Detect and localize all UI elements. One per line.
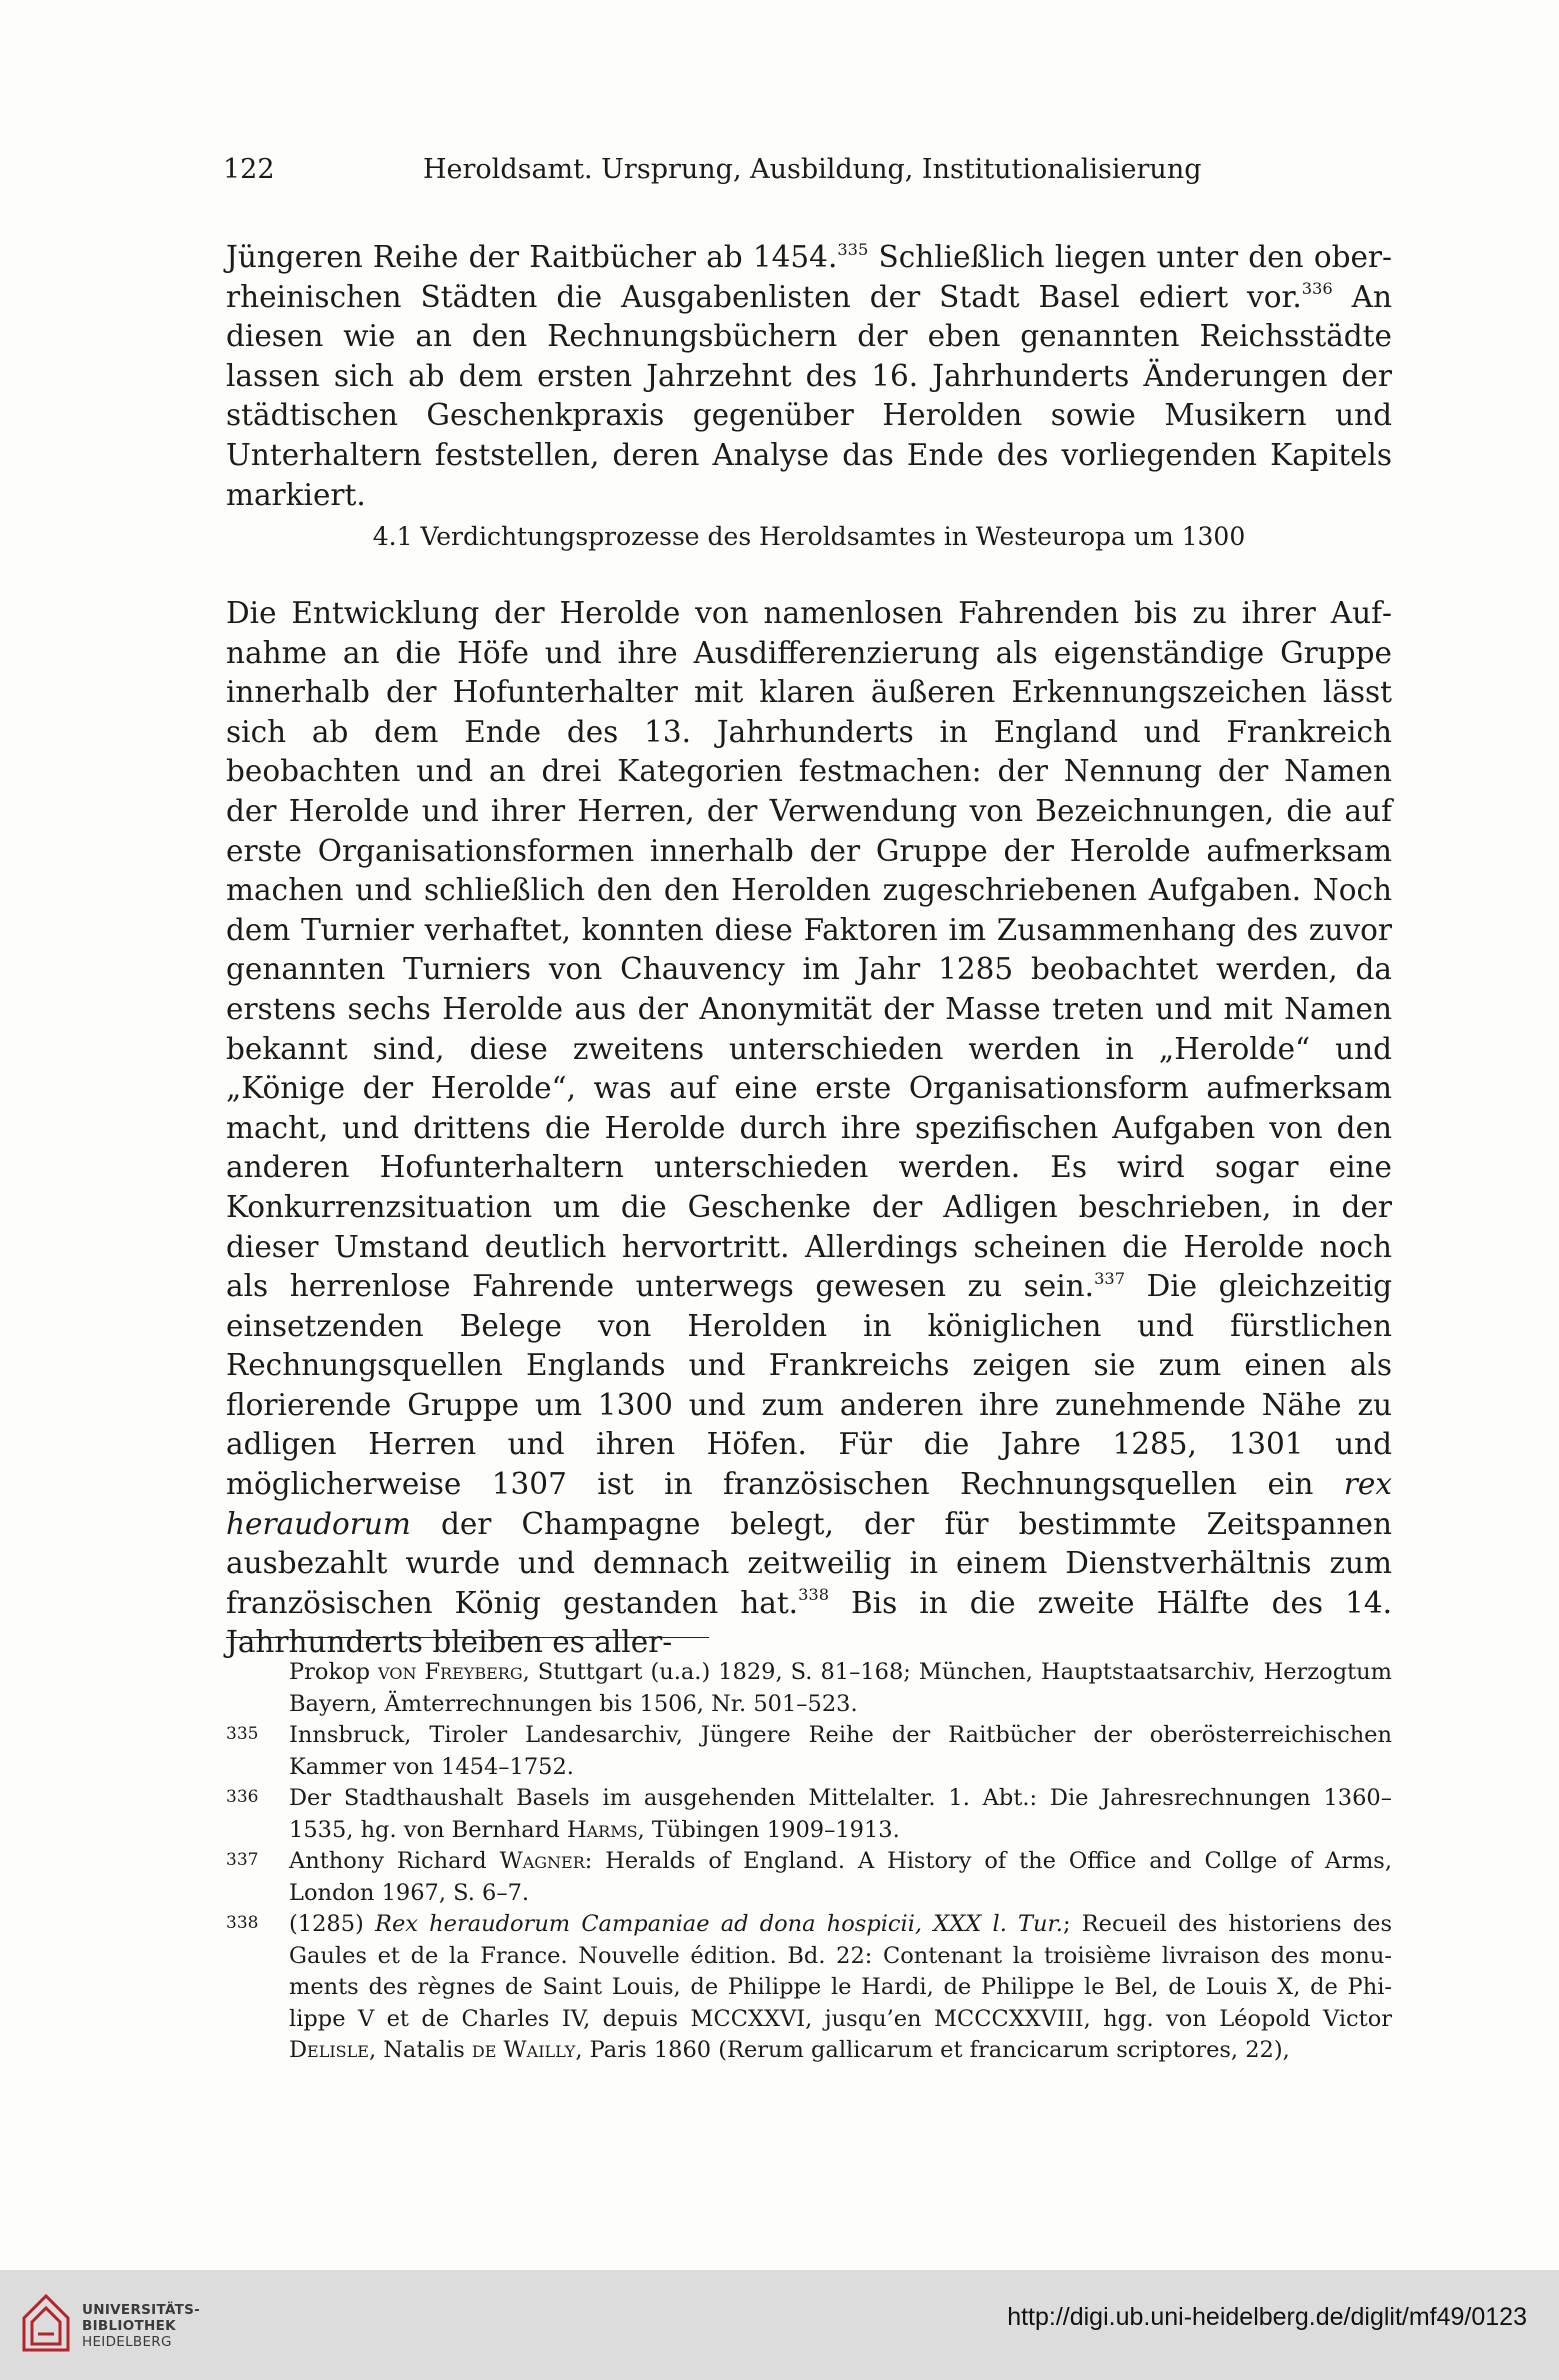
footnote-ref-337[interactable]: 337 [1094,1268,1126,1288]
footnote-ref-335[interactable]: 335 [837,239,869,259]
library-logo-icon [18,2288,74,2358]
footnote-ref-338[interactable]: 338 [798,1585,830,1605]
footnote-337: 337 Anthony Richard Wagner: Heralds of England. A History of the Office and Collge of Arms, London 1967, S. 6–7. [226,1848,1392,1906]
paragraph-1: Jüngeren Reihe der Raitbücher ab 1454.$^{335}$ Schließlich liegen unter den oberrheinischen Städten die Ausgabenlisten der Stadt Basel ediert vor.$^{336}$ An diesen wie an den Rechnungsbüchern der eben genannten Reichsstädte lassen sich ab dem ersten Jahrzehnt des 16. Jahrhunderts Änderungen der städtischen Geschenkpraxis gegenüber Herolden sowie Musikern und Unterhaltern feststellen, deren Analyse das Ende des vorliegenden Kapitels markiert. [226,239,1392,512]
library-logo[interactable] [18,2284,208,2364]
viewer-footer [0,2270,1559,2380]
running-title: Heroldsamt. Ursprung, Ausbildung, Institutionalisierung [423,154,1202,185]
library-logo-text: UNIVERSITÄTS- BIBLIOTHEK HEIDELBERG [82,2302,201,2350]
italic-term: rex heraudorum [226,1467,1392,1541]
running-header [223,152,1403,188]
page-number: 122 [223,154,275,185]
footnote-336: 336 Der Stadthaushalt Basels im ausgehenden Mittelalter. 1. Abt.: Die Jahresrechnungen 1360–1535, hg. von Bernhard Harms, Tübingen 1909–1913. [226,1785,1392,1843]
footnote-number: 337 [226,1850,259,1870]
footnote-ref-336[interactable]: 336 [1301,279,1333,299]
footnote-number: 335 [226,1724,259,1744]
permalink-url[interactable]: http://digi.ub.uni-heidelberg.de/diglit/mf49/0123 [1007,2303,1527,2331]
footnotes [226,1657,1392,2067]
footnote-continuation: Prokop von Freyberg, Stuttgart (u.a.) 1829, S. 81–168; München, Hauptstaatsarchiv, Herzogtum Bayern, Ämterrechnungen bis 1506, Nr. 501–523. [289,1659,1392,1717]
footnote-number: 338 [226,1913,259,1933]
footnote-338: 338 (1285) Rex heraudorum Campaniae ad dona hospicii, XXX l. Tur.; Recueil des historiens des Gaules et de la France. Nouvelle édition. Bd. 22: Contenant la troisième livraison des monuments des règnes de Saint Louis, de Philippe le Hardi, de Philippe le Bel, de Louis X, de Philippe V et de Charles IV, depuis MCCXXVI, jusqu’en MCCCXXVIII, hgg. von Léopold Victor Delisle, Natalis de Wailly, Paris 1860 (Rerum gallicarum et francicarum scriptores, 22), [226,1911,1392,2063]
footnote-335: 335 Innsbruck, Tiroler Landesarchiv, Jüngere Reihe der Raitbücher der oberösterreichischen Kammer von 1454–1752. [226,1722,1392,1780]
section-heading: 4.1 Verdichtungsprozesse des Heroldsamtes in Westeuropa um 1300 [372,522,1246,551]
footnote-number: 336 [226,1787,259,1807]
paragraph-2: Die Entwicklung der Herolde von namenlosen Fahrenden bis zu ihrer Aufnahme an die Höfe und ihre Ausdifferenzierung als eigenständige Gruppe innerhalb der Hofunterhalter mit klaren äußeren Erkennungszeichen lässt sich ab dem Ende des 13. Jahrhunderts in England und Frankreich beobachten und an drei Kategorien festmachen: der Nennung der Namen der Herolde und ihrer Herren, der Verwendung von Bezeichnungen, die auf erste Organisationsformen innerhalb der Gruppe der Herolde aufmerksam machen und schließlich den den Herolden zugeschriebenen Aufgaben. Noch dem Turnier verhaftet, konnten diese Faktoren im Zusammenhang des zuvor genannten Turniers von Chauvency im Jahr 1285 beobachtet werden, da erstens sechs Herolde aus der Anonymität der Masse treten und mit Namen bekannt sind, diese zweitens unterschieden werden in „Herolde“ und „Könige der Herolde“, was auf eine erste Organisationsform aufmerksam macht, und drittens die Herolde durch ihre spezifischen Aufgaben von den anderen Hofunterhaltern unterschieden werden. Es wird sogar eine Konkurrenzsituation um die Geschenke der Adligen beschrieben, in der dieser Umstand deutlich hervortritt. Allerdings scheinen die Herolde noch als herrenlose Fahrende unterwegs gewesen zu sein.$^{337}$ Die gleichzeitig einsetzenden Belege von Herolden in königlichen und fürstlichen Rechnungsquellen Englands und Frankreichs zeigen sie zum einen als florierende Gruppe um 1300 und zum anderen ihre zunehmende Nähe zu adligen Herren und ihren Höfen. Für die Jahre 1285, 1301 und möglicherweise 1307 ist in französischen Rechnungsquellen ein rex heraudorum der Champagne belegt, der für bestimmte Zeitspannen ausbezahlt wurde und demnach zeitweilig in einem Dienstverhältnis zum französischen König gestanden hat.$^{338}$ Bis in die zweite Hälfte des 14. Jahrhunderts bleiben es aller- [226,596,1393,1660]
footnote-divider [226,1637,709,1638]
